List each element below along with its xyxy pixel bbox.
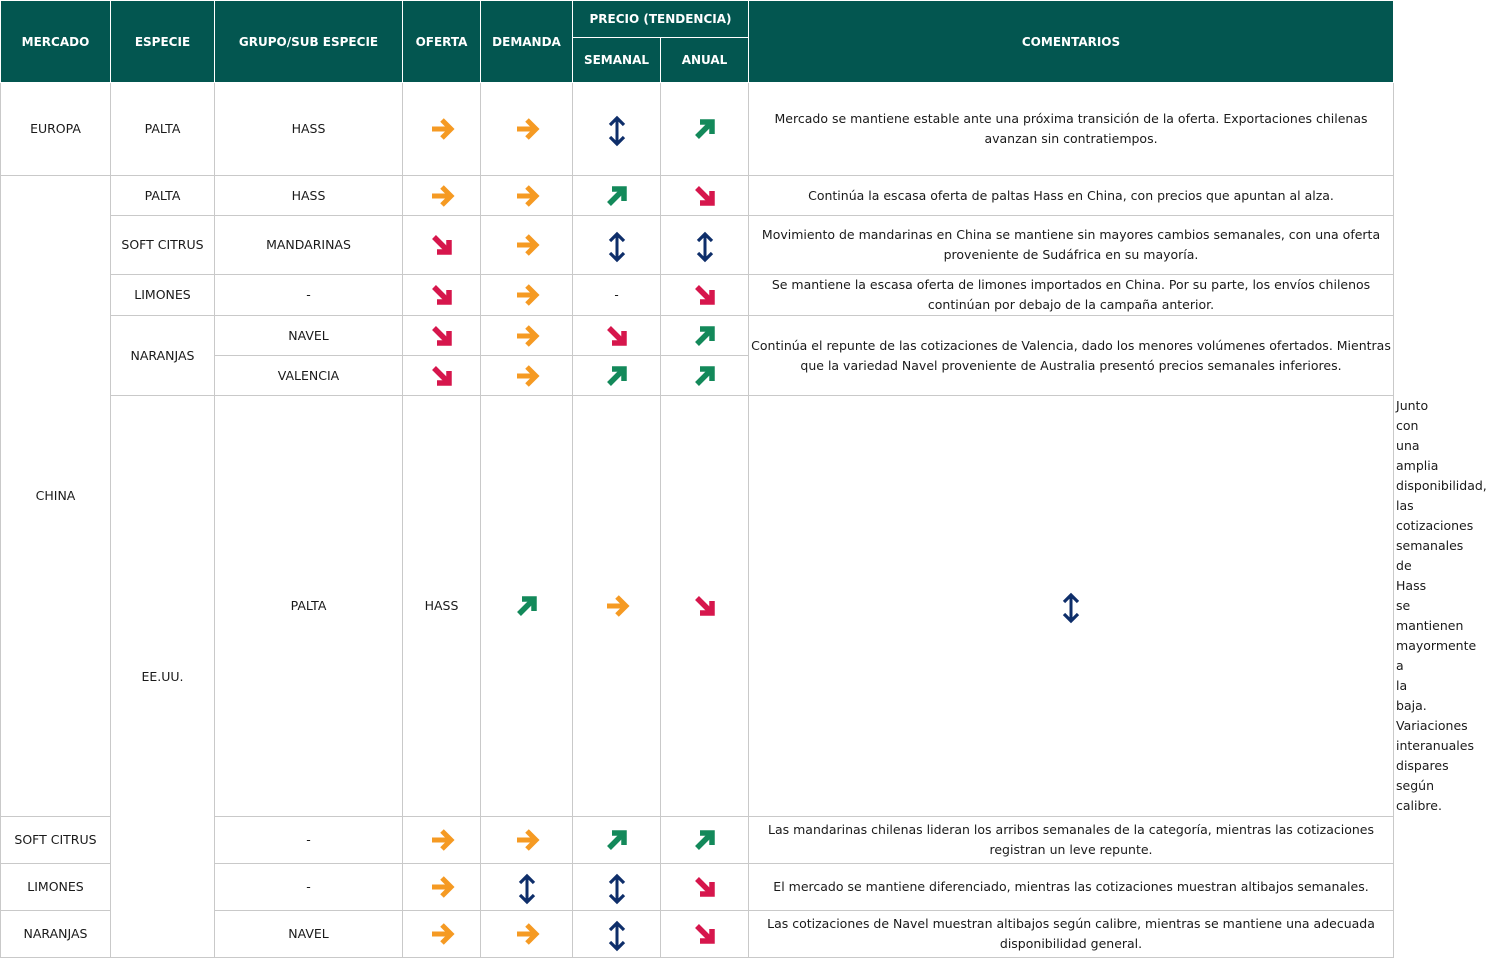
oferta-cell (403, 316, 481, 356)
semanal-cell (573, 316, 661, 356)
table-row (1, 275, 1394, 316)
especie-cell: NARANJAS (1, 911, 111, 958)
up-down-arrow-icon (1056, 591, 1086, 621)
especie-cell: LIMONES (111, 275, 215, 316)
oferta-cell (403, 216, 481, 275)
down-arrow-icon (427, 361, 457, 391)
comment-cell: Las cotizaciones de Navel muestran altibajos según calibre, mientras se mantiene una adecuada disponibilidad general. (749, 911, 1394, 958)
grupo-cell: HASS (403, 396, 481, 817)
header-grupo: GRUPO/SUB ESPECIE (215, 1, 403, 83)
header-precio: PRECIO (TENDENCIA) (573, 1, 749, 38)
demanda-cell (481, 275, 573, 316)
right-arrow-icon (512, 825, 542, 855)
down-arrow-icon (427, 280, 457, 310)
right-arrow-icon (427, 825, 457, 855)
up-arrow-icon (690, 825, 720, 855)
grupo-cell: HASS (215, 83, 403, 176)
anual-cell (661, 817, 749, 864)
demanda-cell (573, 396, 661, 817)
demanda-cell (481, 216, 573, 275)
down-arrow-icon (690, 181, 720, 211)
especie-cell: SOFT CITRUS (1, 817, 111, 864)
down-arrow-icon (427, 321, 457, 351)
demanda-cell (481, 356, 573, 396)
header-oferta: OFERTA (403, 1, 481, 83)
comment-cell: Se mantiene la escasa oferta de limones importados en China. Por su parte, los envíos chilenos continúan por debajo de la campaña anterior. (749, 275, 1394, 316)
up-down-arrow-icon (602, 114, 632, 144)
semanal-cell (573, 864, 661, 911)
right-arrow-icon (602, 591, 632, 621)
oferta-cell (403, 176, 481, 216)
table-row (1, 83, 1394, 176)
no-data-dash: - (614, 288, 619, 302)
oferta-cell (403, 864, 481, 911)
right-arrow-icon (512, 280, 542, 310)
semanal-cell (573, 817, 661, 864)
down-arrow-icon (690, 280, 720, 310)
up-arrow-icon (602, 361, 632, 391)
up-down-arrow-icon (690, 230, 720, 260)
grupo-cell: VALENCIA (215, 356, 403, 396)
semanal-cell (661, 396, 749, 817)
semanal-cell (573, 911, 661, 958)
anual-cell (661, 83, 749, 176)
demanda-cell (481, 316, 573, 356)
up-arrow-icon (512, 591, 542, 621)
header-anual: ANUAL (661, 38, 749, 83)
comment-cell: Continúa la escasa oferta de paltas Hass en China, con precios que apuntan al alza. (749, 176, 1394, 216)
header-demanda: DEMANDA (481, 1, 573, 83)
anual-cell (661, 356, 749, 396)
oferta-cell (403, 911, 481, 958)
up-down-arrow-icon (512, 872, 542, 902)
right-arrow-icon (427, 114, 457, 144)
comment-cell: Continúa el repunte de las cotizaciones de Valencia, dado los menores volúmenes ofertados. Mientras que la variedad Navel proveniente de Australia presentó precios semanales inferiores. (749, 316, 1394, 396)
especie-cell: PALTA (111, 176, 215, 216)
header-mercado: MERCADO (1, 1, 111, 83)
header-comentarios: COMENTARIOS (749, 1, 1394, 83)
header-semanal: SEMANAL (573, 38, 661, 83)
grupo-cell: - (215, 817, 403, 864)
semanal-cell (573, 176, 661, 216)
comment-cell: El mercado se mantiene diferenciado, mientras las cotizaciones muestran altibajos semanales. (749, 864, 1394, 911)
anual-cell (661, 864, 749, 911)
up-arrow-icon (690, 361, 720, 391)
especie-cell: PALTA (215, 396, 403, 817)
oferta-cell (403, 356, 481, 396)
market-cell: CHINA (1, 176, 111, 817)
demanda-cell (481, 817, 573, 864)
right-arrow-icon (512, 181, 542, 211)
demanda-cell (481, 176, 573, 216)
table-row (1, 216, 1394, 275)
demanda-cell (481, 864, 573, 911)
right-arrow-icon (512, 230, 542, 260)
comment-cell: Las mandarinas chilenas lideran los arribos semanales de la categoría, mientras las cotizaciones registran un leve repunte. (749, 817, 1394, 864)
oferta-cell (403, 83, 481, 176)
semanal-cell (573, 83, 661, 176)
especie-cell: PALTA (111, 83, 215, 176)
semanal-cell (573, 356, 661, 396)
right-arrow-icon (427, 919, 457, 949)
demanda-cell (481, 83, 573, 176)
down-arrow-icon (690, 919, 720, 949)
anual-cell (661, 316, 749, 356)
up-down-arrow-icon (602, 230, 632, 260)
grupo-cell: HASS (215, 176, 403, 216)
down-arrow-icon (427, 230, 457, 260)
especie-cell: SOFT CITRUS (111, 216, 215, 275)
grupo-cell: MANDARINAS (215, 216, 403, 275)
anual-cell (661, 275, 749, 316)
right-arrow-icon (427, 181, 457, 211)
down-arrow-icon (690, 591, 720, 621)
right-arrow-icon (512, 321, 542, 351)
table-row (1, 316, 1394, 356)
oferta-cell (403, 275, 481, 316)
market-cell: EUROPA (1, 83, 111, 176)
up-arrow-icon (690, 321, 720, 351)
anual-cell (661, 216, 749, 275)
especie-cell: NARANJAS (111, 316, 215, 396)
grupo-cell: NAVEL (215, 911, 403, 958)
demanda-cell (481, 911, 573, 958)
market-cell: EE.UU. (111, 396, 215, 958)
grupo-cell: - (215, 864, 403, 911)
oferta-cell (481, 396, 573, 817)
comment-cell: Mercado se mantiene estable ante una próxima transición de la oferta. Exportaciones chilenas avanzan sin contratiempos. (749, 83, 1394, 176)
up-arrow-icon (690, 114, 720, 144)
right-arrow-icon (512, 114, 542, 144)
grupo-cell: - (215, 275, 403, 316)
semanal-cell (573, 216, 661, 275)
right-arrow-icon (427, 872, 457, 902)
down-arrow-icon (602, 321, 632, 351)
grupo-cell: NAVEL (215, 316, 403, 356)
oferta-cell (403, 817, 481, 864)
especie-cell: LIMONES (1, 864, 111, 911)
comment-cell: Movimiento de mandarinas en China se mantiene sin mayores cambios semanales, con una oferta proveniente de Sudáfrica en su mayoría. (749, 216, 1394, 275)
anual-cell (749, 396, 1394, 817)
down-arrow-icon (690, 872, 720, 902)
right-arrow-icon (512, 361, 542, 391)
table-row: EE.UU. PALTA HASS Junto con una amplia disponibilidad, las cotizaciones semanales de Hass se mantienen mayormente a la baja. Variaciones interanuales dispares según calibre. (1, 396, 1394, 817)
up-arrow-icon (602, 825, 632, 855)
up-arrow-icon (602, 181, 632, 211)
right-arrow-icon (512, 919, 542, 949)
up-down-arrow-icon (602, 872, 632, 902)
table-row (1, 176, 1394, 216)
semanal-cell (573, 275, 661, 316)
anual-cell (661, 911, 749, 958)
anual-cell (661, 176, 749, 216)
header-especie: ESPECIE (111, 1, 215, 83)
up-down-arrow-icon (602, 919, 632, 949)
